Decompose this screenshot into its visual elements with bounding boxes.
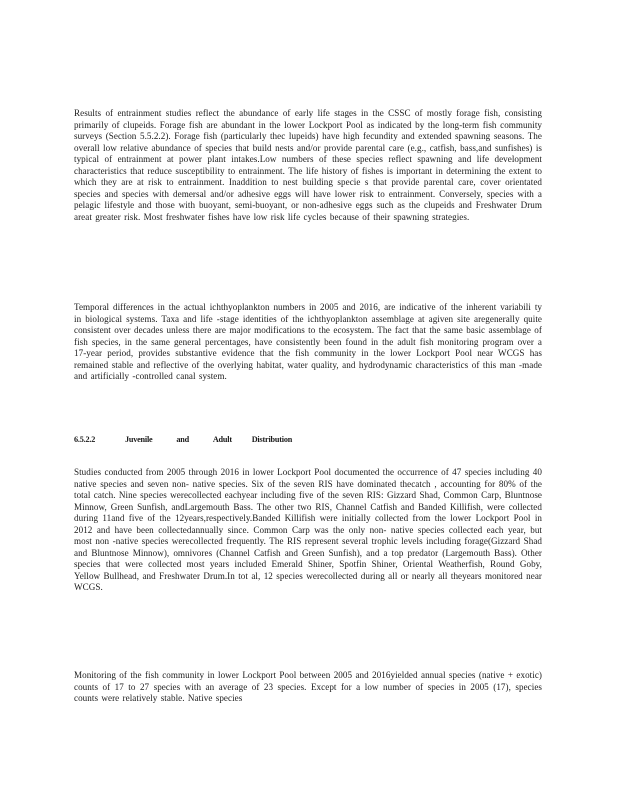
section-title-word: and: [176, 435, 189, 444]
section-number: 6.5.2.2: [74, 435, 96, 444]
paragraph-temporal-differences: Temporal differences in the actual ichthyoplankton numbers in 2005 and 2016, are indicative of the inherent variabili ty in biological systems. Taxa and life -stage identities of the ichthyoplankton assemblage at agiven site aregenerally quite consistent over decades unless there are major modifications to the ecosystem. The fact that the same basic assemblage of fish species, in the same general percentages, have consistently been found in the adult fish monitoring program over a 17-year period, provides substantive evidence that the fish community in the lower Lockport Pool near WCGS has remained stable and reflective of the overlying habitat, water quality, and hydrodynamic characteristics of this man -made and artificially -controlled canal system.: [74, 302, 542, 382]
paragraph-studies-conducted: Studies conducted from 2005 through 2016 in lower Lockport Pool documented the occurrence of 47 species including 40 native species and seven non- native species. Six of the seven RIS have dominated thecatch , accounting for 80% of the total catch. Nine species werecollected eachyear including five of the seven RIS: Gizzard Shad, Common Carp, Bluntnose Minnow, Green Sunfish, andLargemouth Bass. The other two RIS, Channel Catfish and Banded Killifish, were collected during 11and five of the 12years,respectively.Banded Killifish were initially collected from the lower Lockport Pool in 2012 and have been collectedannually since. Common Carp was the only non- native species collected each year, but most non -native species werecollected frequently. The RIS represent several trophic levels including forage(Gizzard Shad and Bluntnose Minnow), omnivores (Channel Catfish and Green Sunfish), and a top predator (Largemouth Bass). Other species that were collected most years included Emerald Shiner, Spotfin Shiner, Oriental Weatherfish, Round Goby, Yellow Bullhead, and Freshwater Drum.In tot al, 12 species werecollected during all or nearly all theyears monitored near WCGS.: [74, 467, 542, 593]
paragraph-entrainment-results: Results of entrainment studies reflect the abundance of early life stages in the CSSC of mostly forage fish, consisting primarily of clupeids. Forage fish are abundant in the lower Lockport Pool as indicated by the long-term fish community surveys (Section 5.5.2.2). Forage fish (particularly thec lupeids) have high fecundity and extended spawning seasons. The overall low relative abundance of species that build nests and/or provide parental care (e.g., catfish, bass,and sunfishes) is typical of entrainment at power plant intakes.Low numbers of these species reflect spawning and life development characteristics that reduce susceptibility to entrainment. The life history of fishes is important in determining the extent to which they are at risk to entrainment. Inaddition to nest building specie s that provide parental care, cover orientated species and species with demersal and/or adhesive eggs will have lower risk to entrainment. Conversely, species with a pelagic lifestyle and those with buoyant, semi-buoyant, or non-adhesive eggs such as the clupeids and Freshwater Drum areat greater risk. Most freshwater fishes have low risk life cycles because of their spawning strategies.: [74, 108, 542, 222]
section-title-word: Adult: [212, 435, 232, 444]
paragraph-monitoring: Monitoring of the fish community in lower Lockport Pool between 2005 and 2016yielded annual species (native + exotic) counts of 17 to 27 species with an average of 23 species. Except for a low number of species in 2005 (17), species counts were relatively stable. Native species: [74, 670, 542, 704]
section-heading: [74, 435, 292, 444]
section-title-word: Distribution: [251, 435, 293, 444]
section-title-word: Juvenile: [124, 435, 153, 444]
